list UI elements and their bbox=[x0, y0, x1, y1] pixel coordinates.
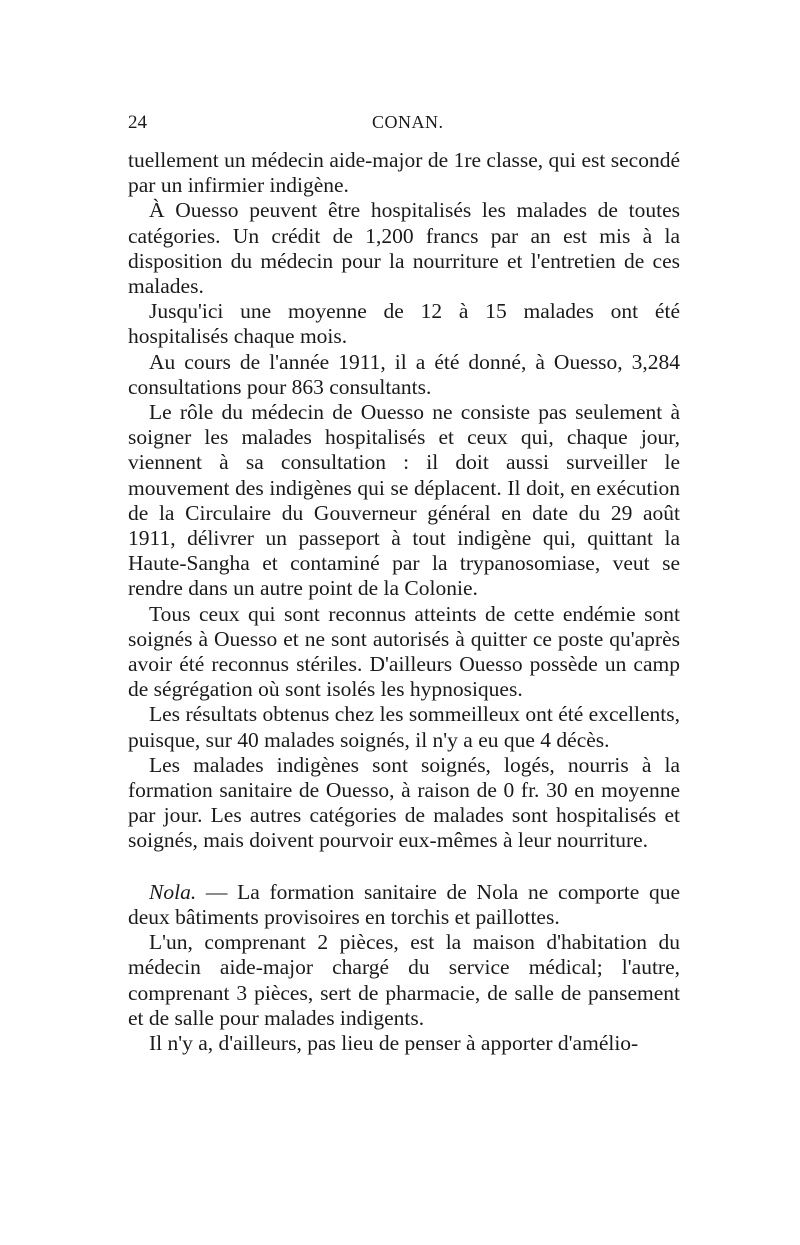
paragraph: Les malades indigènes sont soignés, logés, nourris à la formation sanitaire de Ouesso, à raison de 0 fr. 30 en moyenne par jour. Les autres catégories de malades sont hospitalisés et soignés, mais doivent pourvoir eux-mêmes à leur nourriture. bbox=[128, 752, 680, 853]
paragraph: Les résultats obtenus chez les sommeilleux ont été excellents, puisque, sur 40 malades soignés, il n'y a eu que 4 décès. bbox=[128, 702, 680, 752]
body-text bbox=[128, 148, 680, 1056]
nola-section-paragraph bbox=[128, 880, 680, 930]
paragraph: Tous ceux qui sont reconnus atteints de cette endémie sont soignés à Ouesso et ne sont autorisés à quitter ce poste qu'après avoir été reconnus stériles. D'ailleurs Ouesso possède un camp de ségrégation où sont isolés les hypnosiques. bbox=[128, 601, 680, 702]
section-intro: — La formation sanitaire de Nola ne comporte que deux bâtiments provisoires en torchis et paillottes. bbox=[128, 879, 680, 929]
paragraph: L'un, comprenant 2 pièces, est la maison d'habitation du médecin aide-major chargé du service médical; l'autre, comprenant 3 pièces, sert de pharmacie, de salle de pansement et de salle pour malades indigents. bbox=[128, 930, 680, 1030]
paragraph: Le rôle du médecin de Ouesso ne consiste pas seulement à soigner les malades hospitalisés et ceux qui, chaque jour, viennent à sa consultation : il doit aussi surveiller le mouvement des indigènes qui se déplacent. Il doit, en exécution de la Circulaire du Gouverneur général en date du 29 août 1911, délivrer un passeport à tout indigène qui, quittant la Haute-Sangha et contaminé par la trypanosomiase, veut se rendre dans un autre point de la Colonie. bbox=[128, 400, 680, 601]
paragraph: Jusqu'ici une moyenne de 12 à 15 malades ont été hospitalisés chaque mois. bbox=[128, 299, 680, 349]
page-header bbox=[128, 112, 688, 142]
page-number: 24 bbox=[128, 112, 147, 133]
paragraph-continuation: tuellement un médecin aide-major de 1re classe, qui est secondé par un infirmier indigène. bbox=[128, 148, 680, 198]
section-label: Nola. bbox=[149, 879, 197, 904]
running-head: CONAN. bbox=[372, 112, 444, 132]
paragraph: À Ouesso peuvent être hospitalisés les malades de toutes catégories. Un crédit de 1,200 francs par an est mis à la disposition du médecin pour la nourriture et l'entretien de ces malades. bbox=[128, 198, 680, 299]
paragraph: Il n'y a, d'ailleurs, pas lieu de penser à apporter d'amélio- bbox=[149, 1030, 639, 1055]
paragraph: Au cours de l'année 1911, il a été donné, à Ouesso, 3,284 consultations pour 863 consultants. bbox=[128, 349, 680, 399]
